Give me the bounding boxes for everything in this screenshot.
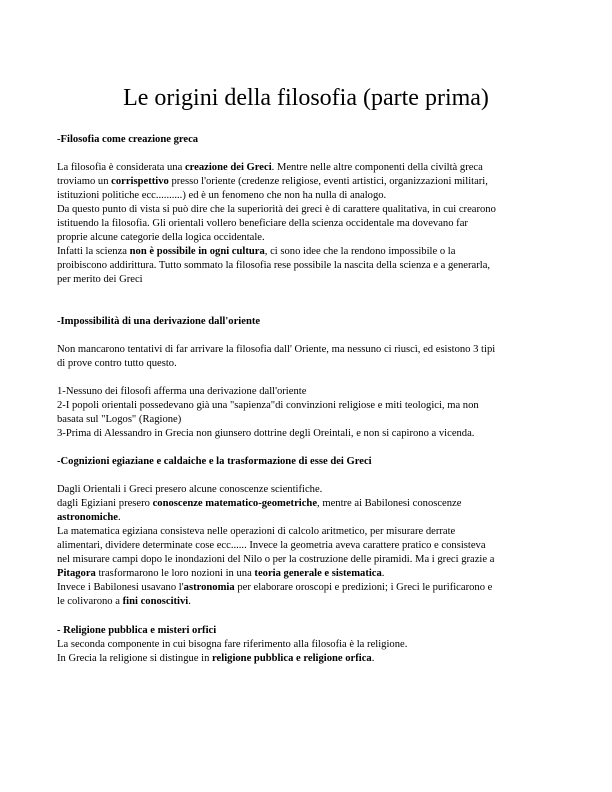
text-line bbox=[57, 652, 563, 666]
section-heading: -Filosofia come creazione greca bbox=[57, 134, 199, 145]
section-body bbox=[57, 483, 563, 609]
bold-text: creazione dei Greci bbox=[184, 162, 272, 173]
text-run: . bbox=[188, 596, 191, 607]
text-line bbox=[57, 245, 563, 259]
text-run: , mentre ai Babilonesi conoscenze bbox=[317, 498, 462, 509]
text-line bbox=[57, 231, 563, 245]
text-run: La seconda componente in cui bisogna fare riferimento alla filosofia è la religione. bbox=[57, 639, 408, 650]
section-filosofia-creazione-greca bbox=[57, 133, 563, 287]
text-run: dagli Egiziani presero bbox=[57, 498, 153, 509]
text-run: presso l'oriente (credenze religiose, eventi artistici, organizzazioni militari, bbox=[168, 176, 488, 187]
text-line bbox=[57, 567, 563, 581]
text-run: le colivarono a bbox=[57, 596, 123, 607]
text-run: 1-Nessuno dei filosofi afferma una derivazione dall'oriente bbox=[57, 386, 307, 397]
section-body bbox=[57, 161, 563, 287]
text-line bbox=[57, 273, 563, 287]
text-run: . bbox=[371, 653, 375, 664]
document-title: Le origini della filosofia (parte prima) bbox=[123, 85, 489, 111]
text-run: trasformarono le loro nozioni in una bbox=[95, 568, 255, 579]
text-line bbox=[57, 189, 563, 203]
text-run: alimentari, dividere determinate cose ecc...... Invece la geometria aveva carattere pratico e consisteva bbox=[57, 540, 486, 551]
bold-text: astronomia bbox=[183, 582, 235, 593]
bold-text: astronomiche bbox=[57, 512, 119, 523]
text-run: proibiscono addirittura. Tutto sommato la filosofia rese possibile la nascita della scienza e a generarla, bbox=[57, 260, 491, 271]
text-line bbox=[57, 175, 563, 189]
text-line bbox=[57, 553, 563, 567]
text-run: . bbox=[381, 568, 385, 579]
text-run: proprie alcune categorie della logica occidentale. bbox=[57, 232, 265, 243]
text-run: . Mentre nelle altre componenti della civiltà greca bbox=[271, 162, 483, 173]
bold-text: conoscenze matematico-geometriche bbox=[152, 498, 318, 509]
text-line bbox=[57, 638, 563, 652]
text-run: basata sul "Logos" (Ragione) bbox=[57, 414, 182, 425]
text-line bbox=[57, 203, 563, 217]
text-run: Non mancarono tentativi di far arrivare la filosofia dall' Oriente, ma nessuno ci riuscì, ed esistono 3 tipi bbox=[57, 344, 496, 355]
text-line bbox=[57, 427, 563, 441]
text-line bbox=[57, 581, 563, 595]
spacer bbox=[57, 469, 563, 483]
section-impossibilita-derivazione bbox=[57, 315, 563, 441]
section-body bbox=[57, 638, 563, 666]
spacer bbox=[57, 147, 563, 161]
text-run: troviamo un bbox=[57, 176, 112, 187]
text-run: nel misurare campi dopo le inondazioni del Nilo o per la costruzione delle piramidi. Ma i greci grazie a bbox=[57, 554, 495, 565]
text-run: 2-I popoli orientali possedevano già una "sapienza"di convinzioni religiose e miti teologici, ma non bbox=[57, 400, 479, 411]
text-line bbox=[57, 539, 563, 553]
text-run: , ci sono idee che la rendono impossibile o la bbox=[264, 246, 456, 257]
text-line bbox=[57, 595, 563, 609]
text-line bbox=[57, 385, 563, 399]
bold-text: Pitagora bbox=[57, 568, 96, 579]
text-run: Infatti la scienza bbox=[57, 246, 130, 257]
text-run: Da questo punto di vista si può dire che la superiorità dei greci è di carattere qualitativa, in cui crearono bbox=[57, 204, 496, 215]
bold-text: fini conoscitivi bbox=[122, 596, 189, 607]
section-religione-misteri-orfici bbox=[57, 624, 563, 666]
section-heading: -Impossibilità di una derivazione dall'oriente bbox=[57, 316, 261, 327]
bold-text: religione pubblica e religione orfica bbox=[212, 653, 372, 664]
section-heading: - Religione pubblica e misteri orfici bbox=[57, 625, 217, 636]
section-body bbox=[57, 343, 563, 441]
bold-text: teoria generale e sistematica bbox=[254, 568, 382, 579]
bold-text: corrispettivo bbox=[111, 176, 169, 187]
text-run: . bbox=[118, 512, 121, 523]
text-line bbox=[57, 399, 563, 413]
section-heading: -Cognizioni egiaziane e caldaiche e la trasformazione di esse dei Greci bbox=[57, 456, 372, 467]
text-run: per elaborare oroscopi e predizioni; i Greci le purificarono e bbox=[234, 582, 493, 593]
spacer bbox=[57, 329, 563, 343]
text-line bbox=[57, 483, 563, 497]
text-run: istituendo la filosofia. Gli orientali vollero beneficiare della scienza occidentale ma dovevano far bbox=[57, 218, 468, 229]
text-line bbox=[57, 161, 563, 175]
text-line bbox=[57, 357, 563, 371]
text-line bbox=[57, 259, 563, 273]
text-run: La filosofia è considerata una bbox=[57, 162, 185, 173]
text-line bbox=[57, 511, 563, 525]
text-run: Dagli Orientali i Greci presero alcune conoscenze scientifiche. bbox=[57, 484, 323, 495]
text-run: per merito dei Greci bbox=[57, 274, 143, 285]
section-cognizioni-egiziane-caldaiche bbox=[57, 455, 563, 609]
text-line bbox=[57, 413, 563, 427]
text-line bbox=[57, 343, 563, 357]
text-run: 3-Prima di Alessandro in Grecia non giunsero dottrine degli Oreintali, e non si capirono a vicenda. bbox=[57, 428, 475, 439]
text-run: istituzioni politiche ecc..........) ed è un fenomeno che non ha nulla di analogo. bbox=[57, 190, 387, 201]
text-run: di prove contro tutto questo. bbox=[57, 358, 177, 369]
bold-text: non è possibile in ogni cultura bbox=[129, 246, 265, 257]
text-run: La matematica egiziana consisteva nelle operazioni di calcolo aritmetico, per misurare derrate bbox=[57, 526, 456, 537]
text-line bbox=[57, 525, 563, 539]
text-line bbox=[57, 371, 563, 385]
text-line bbox=[57, 497, 563, 511]
text-run: In Grecia la religione si distingue in bbox=[57, 653, 213, 664]
text-line bbox=[57, 217, 563, 231]
text-run: Invece i Babilonesi usavano l' bbox=[57, 582, 184, 593]
